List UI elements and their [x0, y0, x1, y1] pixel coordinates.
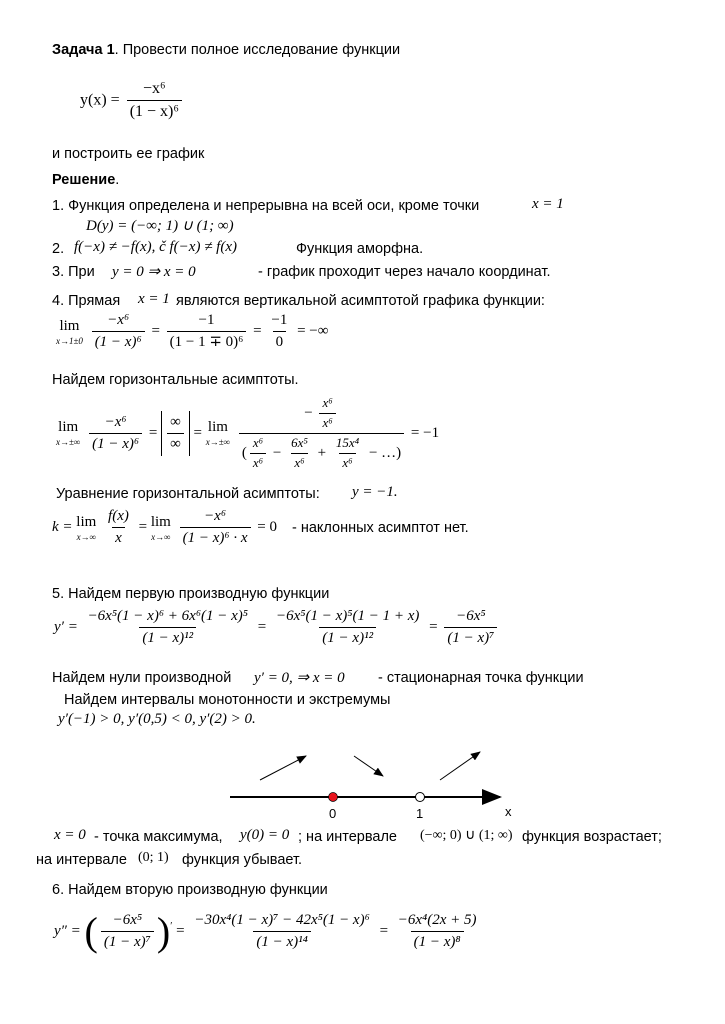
lim-2-result: = −1 — [410, 424, 440, 441]
k-f2-num: −x⁶ — [204, 508, 227, 524]
k-result: = 0 — [257, 519, 277, 536]
lim-1-frac-1 — [92, 312, 145, 352]
lim-1-frac-1-den: (1 − x)⁶ — [92, 331, 145, 351]
lim-1-frac-2 — [167, 312, 247, 352]
k-lim2-word: lim — [150, 513, 171, 530]
function-lhs: y(x) = — [80, 91, 120, 109]
d1-f3-num: −6x⁵ — [456, 608, 486, 624]
excluded-point — [416, 793, 425, 802]
lim-1-frac-2-den: (1 − 1 ∓ 0)⁶ — [167, 331, 247, 351]
lim-2-bracket-num: ∞ — [170, 413, 181, 430]
lim-2-bracket-den: ∞ — [167, 433, 184, 453]
step-3-pre: 3. При — [52, 264, 95, 280]
lim-word: lim — [59, 317, 80, 334]
task-title — [52, 42, 400, 58]
task-title-rest: . Провести полное исследование функции — [114, 42, 401, 58]
lim-2-big-den: ( $\frac{\text{x⁶}}{\text{x⁶}}$ − $\frac{\text{6x⁵}}{\text{x⁶}}$ + $\frac{\text{15x⁴}}{\text{x⁶}}$ − …) — [239, 433, 404, 471]
d1-f1-den: (1 − x)¹² — [139, 627, 196, 647]
d2-f3-num: −6x⁴(2x + 5) — [397, 911, 477, 928]
increase-interval: (−∞; 0) ∪ (1; ∞) — [420, 828, 513, 843]
lim-2-t2-num: 6x⁵ — [291, 434, 308, 450]
monotonicity-math: y′(−1) > 0, y′(0,5) < 0, y′(2) > 0. — [58, 711, 256, 727]
slope-limit: k = lim x→∞ $\frac{f(x)}{x}$ = lim x→∞ $\frac{\text{−x⁶}}{\text{(1 − x)⁶ · x}}$ = 0 — [52, 508, 277, 547]
zeros-math: y′ = 0, ⇒ x = 0 — [254, 670, 345, 686]
lim-1-result: = −∞ — [297, 323, 329, 340]
lim-2-t1-den: x⁶ — [250, 453, 266, 471]
solution-heading — [52, 172, 119, 188]
decrease-interval: (0; 1) — [138, 850, 169, 865]
lim-2b-word: lim — [207, 419, 228, 436]
number-line-diagram — [0, 740, 725, 820]
lim-1-frac-1-num: −x⁶ — [107, 312, 130, 328]
step-2-number: 2. — [52, 241, 65, 257]
step-4-math: x = 1 — [138, 291, 170, 307]
k-f1-den: x — [112, 527, 125, 547]
horizontal-title: Найдем горизонтальные асимптоты. — [52, 372, 299, 388]
lim-2-sub2: x→±∞ — [205, 437, 231, 448]
d2-prime: ′ — [170, 920, 173, 932]
d1-f2-den: (1 − x)¹² — [319, 627, 376, 647]
axis-label-0: 0 — [329, 806, 337, 820]
k-lhs: k = — [52, 519, 73, 536]
d2-inner-den: (1 − x)⁷ — [101, 931, 154, 951]
monotonicity-title: Найдем интервалы монотонности и экстремумы — [64, 692, 391, 708]
horizontal-eq-text: Уравнение горизонтальной асимптоты: — [56, 486, 320, 502]
d1-f2-num: −6x⁵(1 − x)⁵(1 − 1 + x) — [276, 608, 420, 624]
zeros-pre: Найдем нули производной — [52, 670, 232, 686]
step-4-text: являются вертикальной асимптотой графика функции: — [176, 293, 545, 309]
step-6-title: 6. Найдем вторую производную функции — [52, 882, 328, 898]
step-5-title: 5. Найдем первую производную функции — [52, 586, 330, 602]
lim-2-top-num: x⁶ — [322, 395, 333, 410]
lim-1-sub: x→1±0 — [56, 335, 83, 346]
k-lim-word: lim — [76, 513, 97, 530]
second-derivative: y″ = ( $\frac{\text{−6x⁵}}{\text{(1 − x)⁷}}$ )′ = $\frac{\text{−30x⁴(1 − x)⁷ − 42x⁵(1 − x)⁶}}{\text{(1 − x)¹⁴}}$ = $\frac{\text{−6x⁴(2x + 5)}}{\text{(1 − x)⁸}}$ — [54, 908, 483, 955]
solution-dot: . — [115, 172, 120, 188]
zeros-text: - стационарная точка функции — [378, 670, 584, 686]
lim-2-big-num — [301, 396, 342, 433]
d1-f3-den: (1 − x)⁷ — [444, 627, 497, 647]
increase-arrow-right — [440, 752, 480, 780]
increase-arrow-left — [260, 756, 306, 780]
d2-f3-den: (1 − x)⁸ — [411, 931, 464, 951]
max-text-3: функция возрастает; — [522, 829, 662, 845]
vertical-limit: lim x→1±0 $\frac{\text{−x⁶}}{\text{(1 − x)⁶}}$ = $\frac{-1}{\text{(1 − 1 ∓ 0)⁶}}$ = $\frac{-1}{0}$ = −∞ — [56, 312, 329, 351]
lim-1-frac-3 — [268, 312, 290, 352]
first-derivative: y′ = $\frac{\text{−6x⁵(1 − x)⁶ + 6x⁶(1 − x)⁵}}{\text{(1 − x)¹²}}$ = $\frac{\text{−6x⁵(1 − x)⁵(1 − 1 + x)}}{\text{(1 − x)¹²}}$ = $\frac{\text{−6x⁵}}{\text{(1 − x)⁷}}$ — [54, 608, 500, 648]
step-1-point: x = 1 — [532, 196, 564, 212]
maximum-point — [329, 793, 338, 802]
function-formula — [80, 80, 185, 122]
step-2-math: f(−x) ≠ −f(x), č f(−x) ≠ f(x) — [74, 239, 238, 255]
max-math: x = 0 — [54, 827, 86, 843]
decrease-text-2: функция убывает. — [182, 852, 303, 868]
d1-lhs: y′ = — [54, 619, 78, 636]
lim-2-t1-num: x⁶ — [252, 434, 264, 450]
step-1-text: 1. Функция определена и непрерывна на всей оси, кроме точки — [52, 198, 480, 214]
step-3-text: - график проходит через начало координат. — [258, 264, 551, 280]
lim-2-t3-num: 15x⁴ — [335, 434, 360, 450]
lim-2-sub: x→±∞ — [56, 437, 81, 448]
axis-label-1: 1 — [416, 806, 424, 820]
lim-2-bracket — [161, 411, 190, 457]
k-sub-2: x→∞ — [151, 531, 171, 542]
lim-1-frac-3-den: 0 — [273, 331, 287, 351]
lim-2-word: lim — [58, 419, 79, 436]
max-text-1: - точка максимума, — [94, 829, 223, 845]
k-f1-num: f(x) — [108, 508, 129, 524]
horizontal-limit: lim x→±∞ $\frac{\text{−x⁶}}{\text{(1 − x)⁶}}$ = $\frac{\infty}{\infty}$ = lim x→±∞ − $\frac{\text{x⁶}}{\text{x⁶}}$ ( $\frac{\text{x⁶}}{\text{x⁶}}$ − $\frac{\text{6x⁵}}{\text{x⁶}}$ + $\frac{\text{15x⁴}}{\text{x⁶}}$ − …) = −1 — [56, 395, 440, 470]
lim-2-t2-den: x⁶ — [291, 453, 307, 471]
d2-f2-num: −30x⁴(1 − x)⁷ − 42x⁵(1 − x)⁶ — [194, 911, 370, 928]
task-title-bold: Задача 1 — [52, 42, 115, 58]
step-3-math: y = 0 ⇒ x = 0 — [112, 264, 196, 280]
build-graph-text: и построить ее график — [52, 146, 205, 162]
lim-2-t3-den: x⁶ — [339, 453, 355, 471]
k-sub: x→∞ — [76, 531, 96, 542]
d2-f2-den: (1 − x)¹⁴ — [253, 931, 310, 951]
lim-2-frac-1-num: −x⁶ — [104, 413, 127, 430]
k-text: - наклонных асимптот нет. — [292, 520, 469, 536]
lim-1-frac-3-num: −1 — [271, 312, 288, 328]
function-fraction — [127, 80, 182, 122]
step-2-text: Функция аморфна. — [296, 241, 424, 257]
lim-2-frac-1-den: (1 − x)⁶ — [89, 433, 142, 453]
step-1-domain: D(y) = (−∞; 1) ∪ (1; ∞) — [86, 218, 234, 234]
function-numerator: −x⁶ — [143, 80, 166, 97]
lim-2-top-minus: − — [304, 404, 313, 421]
step-4-pre: 4. Прямая — [52, 293, 121, 309]
d2-lhs: y″ = — [54, 922, 81, 939]
lim-2-frac-1 — [89, 414, 142, 454]
lim-2-top-den: x⁶ — [319, 413, 335, 431]
axis-label-x: x — [505, 804, 512, 819]
lim-1-frac-2-num: −1 — [198, 312, 215, 328]
d2-inner-num: −6x⁵ — [112, 911, 143, 928]
horizontal-eq-math: y = −1. — [352, 484, 398, 500]
solution-bold: Решение — [52, 172, 116, 188]
k-f2-den: (1 − x)⁶ · x — [180, 527, 251, 547]
decrease-arrow — [354, 756, 383, 776]
function-denominator: (1 − x)⁶ — [127, 100, 182, 121]
lim-2-big-frac — [239, 396, 404, 471]
max-text-2: ; на интервале — [298, 829, 398, 845]
max-math-2: y(0) = 0 — [240, 827, 290, 843]
decrease-text-1: на интервале — [36, 852, 127, 868]
d1-f1-num: −6x⁵(1 − x)⁶ + 6x⁶(1 − x)⁵ — [87, 608, 249, 624]
